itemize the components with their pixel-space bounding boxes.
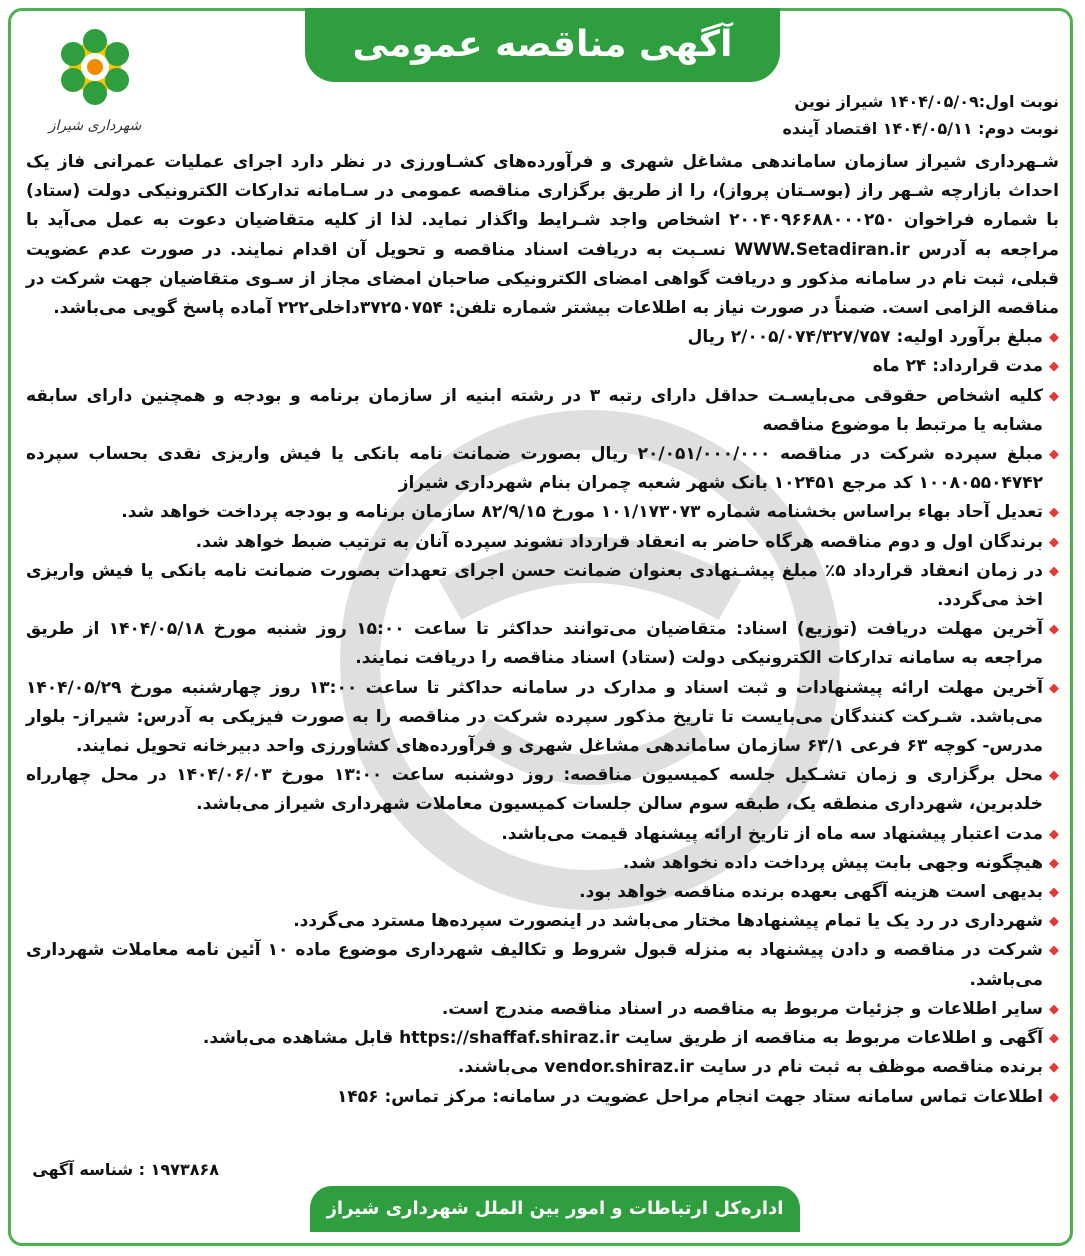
item-document-deadline: ◆ آخرین مهلت دریافت (توزیع) اسناد: متقاضیان می‌توانند حداکثر تا ساعت ۱۵:۰۰ روز شنبه مورخ ۱۴۰۴/۰۵/۱۸ از طریق مراجعه به سامانه تدارکات الکترونیکی دولت (ستاد) اسناد مناقصه را دریافت نمایند. (26, 615, 1059, 673)
item-commission-meeting: ◆ محل برگزاری و زمان تشـکیل جلسه کمیسیون مناقصه: روز دوشنبه ساعت ۱۳:۰۰ مورخ ۱۴۰۴/۰۶/۰۳ در محل چهارراه خلدبرین، شهرداری منطقه یک، طبقه سوم سالن جلسات کمیسیون معاملات شهرداری شیراز می‌باشد. (26, 761, 1059, 819)
item-estimate: ◆ مبلغ برآورد اولیه: ۲/۰۰۵/۰۷۴/۳۲۷/۷۵۷ ریال (26, 323, 1059, 352)
second-issue: نوبت دوم: ۱۴۰۴/۰۵/۱۱ اقتصاد آینده (782, 119, 1059, 138)
item-vendor-registration: ◆ برنده مناقصه موظف به ثبت نام در سایت vendor.shiraz.ir می‌باشند. (26, 1053, 1059, 1082)
item-transparency-site: ◆ آگهی و اطلاعات مربوط به مناقصه از طریق سایت https://shaffaf.shiraz.ir قابل مشاهده می‌باشد. (26, 1024, 1059, 1053)
item-price-adjustment: ◆ تعدیل آحاد بهاء براساس بخشنامه شماره ۱۰۱/۱۷۳۰۷۳ مورخ ۸۲/۹/۱۵ سازمان برنامه و بودجه پرداخت خواهد شد. (26, 498, 1059, 527)
item-validity: ◆ مدت اعتبار پیشنهاد سه ماه از تاریخ ارائه پیشنهاد قیمت می‌باشد. (26, 820, 1059, 849)
logo-caption: شهرداری شیراز (48, 118, 142, 134)
item-ad-cost: ◆ بدیهی است هزینه آگهی بعهده برنده مناقصه خواهد بود. (26, 878, 1059, 907)
item-acceptance: ◆ شرکت در مناقصه و دادن پیشنهاد به منزله قبول شروط و تکالیف شهرداری موضوع ماده ۱۰ آئین نامه معاملات شهرداری می‌باشد. (26, 936, 1059, 994)
item-qualification: ◆ کلیه اشخاص حقوقی می‌بایسـت حداقل دارای رتبه ۳ در رشته ابنیه از سازمان برنامه و بودجه و همچنین دارای سابقه مشابه یا مرتبط با موضوع مناقصه (26, 382, 1059, 440)
publication-dates (782, 88, 1059, 142)
item-duration: ◆ مدت قرارداد: ۲۴ ماه (26, 352, 1059, 381)
municipality-logo (40, 22, 150, 142)
notice-title: آگهی مناقصه عمومی ۳۹۵-۱۴۰۴ (305, 8, 780, 82)
item-winners: ◆ برندگان اول و دوم مناقصه هرگاه حاضر به انعقاد قرارداد نشوند سپرده آنان به ترتیب ضبط خواهد شد. (26, 528, 1059, 557)
item-other-info: ◆ سایر اطلاعات و جزئیات مربوط به مناقصه در اسناد مناقصه مندرج است. (26, 995, 1059, 1024)
item-submission-deadline: ◆ آخرین مهلت ارائه پیشنهادات و ثبت اسناد و مدارک در سامانه حداکثر تا ساعت ۱۳:۰۰ روز چهارشنبه مورخ ۱۴۰۴/۰۵/۲۹ می‌باشد. شـرکت کنندگان می‌بایست تا تاریخ مذکور سپرده شرکت در مناقصه را به صورت فیزیکی به آدرس: شیراز- بلوار مدرس- کوچه ۶۳ فرعی ۶۳/۱ سازمان ساماندهی مشاغل شهری و فرآورده‌های کشاورزی واحد دبیرخانه تحویل نمایند. (26, 674, 1059, 762)
item-rejection-right: ◆ شهرداری در رد یک یا تمام پیشنهادها مختار می‌باشد در اینصورت سپرده‌ها مسترد می‌گردد. (26, 907, 1059, 936)
item-deposit: ◆ مبلغ سپرده شرکت در مناقصه ۲۰/۰۵۱/۰۰۰/۰۰۰ ریال بصورت ضمانت نامه بانکی یا فیش واریزی نقدی بحساب سپرده ۱۰۰۸۰۵۵۰۴۷۴۲ کد مرجع ۱۰۲۴۵۱ بانک شهر شعبه چمران بنام شهرداری شیراز (26, 440, 1059, 498)
intro-paragraph: شـهرداری شیراز سازمان ساماندهی مشاغل شهری و فرآورده‌های کشـاورزی در نظر دارد اجرای عملیات عمرانی فاز یک احداث بازارچه شـهر راز (بوسـتان پرواز)، را از طریق برگزاری مناقصه عمومی در سـامانه تدارکات الکترونیکی دولت (ستاد) با شماره فراخوان ۲۰۰۴۰۹۶۶۸۸۰۰۰۲۵۰ اشخاص واجد شـرایط واگذار نماید. لذا از کلیه متقاضیان دعوت به عمل می‌آید با مراجعه به آدرس WWW.Setadiran.ir نسـبت به دریافت اسناد مناقصه و تحویل آن اقدام نمایند. در صورت عدم عضویت قبلی، ثبت نام در سامانه مذکور و دریافت گواهی امضای الکترونیکی صاحبان امضای مجاز از سـوی متقاضیان جهت شرکت در مناقصه الزامی است. ضمناً در صورت نیاز به اطلاعات بیشتر شماره تلفن: ۳۷۲۵۰۷۵۴داخلی۲۲۲ آماده پاسخ گویی می‌باشد. (26, 152, 1059, 319)
first-issue: نوبت اول:۱۴۰۴/۰۵/۰۹ شیراز نوین (794, 92, 1059, 111)
item-no-prepayment: ◆ هیچگونه وجهی بابت پیش پرداخت داده نخواهد شد. (26, 849, 1059, 878)
item-contact: ◆ اطلاعات تماس سامانه ستاد جهت انجام مراحل عضویت در سامانه: مرکز تماس: ۱۴۵۶ (26, 1083, 1059, 1112)
ad-identifier: ۱۹۷۳۸۶۸ : شناسه آگهی (32, 1160, 219, 1179)
notice-body (26, 148, 1059, 1112)
item-performance-bond: ◆ در زمان انعقاد قرارداد ۵٪ مبلغ پیشـنهادی بعنوان ضمانت حسن اجرای تعهدات بصورت ضمانت نامه بانکی یا فیش واریزی اخذ می‌گردد. (26, 557, 1059, 615)
footer-issuer: اداره‌کل ارتباطات و امور بین الملل شهرداری شیراز (310, 1186, 800, 1232)
